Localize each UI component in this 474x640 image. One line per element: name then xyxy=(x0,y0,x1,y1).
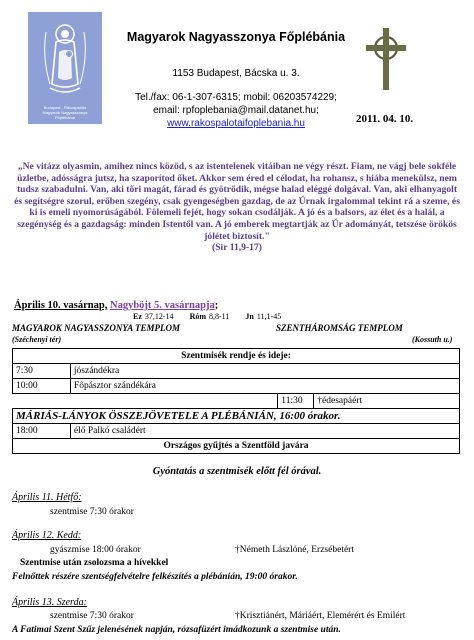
church-left-name: MAGYAROK NAGYASSZONYA TEMPLOM xyxy=(12,323,181,333)
table-row xyxy=(13,394,460,409)
collection-note: Országos gyűjtés a Szentföld javára xyxy=(13,439,460,454)
quote-reference: (Sir 11,9-17) xyxy=(212,242,262,254)
church-right-name: SZENTHÁROMSÁG TEMPLOM xyxy=(276,323,403,333)
email-line: email: rpfoplebania@mail.datanet.hu; xyxy=(153,105,319,116)
table-row xyxy=(13,379,460,394)
logo-line: Főplébánia xyxy=(55,115,75,120)
day-heading: Április 12. Kedd: xyxy=(12,530,82,541)
mass-intention: †édesapáért xyxy=(314,394,460,409)
quote-text: „Ne vitázz olyasmin, amihez nincs közöd, s az istentelenek vitáiban ne végy részt. Fiam, ne vágj bele sokféle üzletbe, adósságra jutsz, ha szaporítod őket. Akkor sem éred el célodat, ha rohansz, s hiába menekülsz, nem tudsz szabadulni. Van, aki tőri magát, fárad és gyötrődik, mégse halad eléggé dolgával. Van, aki elhanyagolt és segítségre szorul, erőben szegény, csak gyengeségben gazdag, de az Úrnak irgalommal tekint rá a szeme, és ki is emeli nyomorúságából. Fölemeli fejét, hogy sokan csodálják. A jó és a balsors, az élet és a halál, a szegénység és a gazdagság: minden Istentől van. A jó emberek megtartják az Úr adományát, tetszése örökös jólétet biztosít." xyxy=(14,161,460,242)
logo-caption xyxy=(30,105,100,120)
table-row xyxy=(13,409,460,424)
sunday-heading xyxy=(14,300,218,311)
mass-time: 18:00 xyxy=(13,424,71,439)
table-row xyxy=(13,364,460,379)
reading-book: Ez xyxy=(133,312,142,321)
sunday-subtitle: Nagyböjt 5. vasárnapja xyxy=(109,300,215,311)
mass-line: gyászmise 18:00 órakor xyxy=(50,545,141,555)
reading-ref: 37,12-14 xyxy=(144,312,174,321)
schedule-header: Szentmisék rendje és ideje: xyxy=(13,349,460,364)
parish-logo xyxy=(28,12,102,124)
sunday-title: Április 10. vasárnap, xyxy=(14,300,108,311)
logo-line: Magyarok Nagyasszonya xyxy=(42,110,88,115)
fatima-note: A Fatimai Szent Szűz jelenésének napján, rózsafüzért imádkozunk a szentmise után. xyxy=(12,625,341,635)
mass-intention: Főpásztor szándékára xyxy=(70,379,459,394)
mass-time: 10:00 xyxy=(13,379,71,394)
mass-line: szentmise 7:30 órakor xyxy=(50,507,134,517)
contact-block xyxy=(100,91,372,130)
church-name: Magyarok Nagyasszonya Főplébánia xyxy=(126,30,346,44)
logo-line: Budapest - Rákospalota xyxy=(43,105,87,110)
website-link[interactable]: www.rakospalotaifoplebania.hu xyxy=(167,118,305,129)
mass-line: szentmise 7:30 órakor xyxy=(50,611,134,621)
confession-note: Gyóntatás a szentmisék előtt fél órával. xyxy=(152,466,322,477)
reading-ref: 8,8-11 xyxy=(209,312,230,321)
address: 1153 Budapest, Bácska u. 3. xyxy=(172,68,300,79)
adult-catechesis-note: Felnőttek részére szentségfelvételre felkészítés a plébánián, 19:00 órakor. xyxy=(12,572,298,582)
table-row xyxy=(13,424,460,439)
mass-time: 11:30 xyxy=(278,394,314,409)
celtic-cross-icon xyxy=(364,26,408,92)
day-heading: Április 11. Hétfő: xyxy=(12,492,82,503)
table-row xyxy=(13,349,460,364)
mass-intention: jószándékra xyxy=(70,364,459,379)
reading-book: Róm xyxy=(189,312,207,321)
event-announcement: MÁRIÁS-LÁNYOK ÖSSZEJÖVETELE A PLÉBÁNIÁN, 16:00 órakor. xyxy=(13,409,460,424)
sunday-suffix: ; xyxy=(214,300,219,311)
mass-time: 7:30 xyxy=(13,364,71,379)
readings xyxy=(133,312,281,321)
church-left-location: (Széchenyi tér) xyxy=(12,335,62,344)
scripture-quote xyxy=(14,161,460,254)
mass-intention: élő Palkó családért xyxy=(70,424,459,439)
church-right-location: (Kossuth u.) xyxy=(412,335,453,344)
mass-intention: †Krisztiánért, Máriáért, Elemérért és Emilért xyxy=(235,611,406,621)
reading-book: Jn xyxy=(245,312,254,321)
mass-schedule-table xyxy=(12,348,460,454)
tel-line: Tel./fax: 06-1-307-6315; mobil: 06203574229; xyxy=(135,92,337,103)
day-heading: Április 13. Szerda: xyxy=(12,597,87,608)
table-row xyxy=(13,439,460,454)
vespers-note: Szentmise után zsolozsma a hívekkel xyxy=(20,558,169,568)
mass-intention: †Németh Lászlóné, Erzsébetért xyxy=(235,545,354,555)
issue-date: 2011. 04. 10. xyxy=(356,113,414,125)
reading-ref: 11,1-45 xyxy=(256,312,282,321)
